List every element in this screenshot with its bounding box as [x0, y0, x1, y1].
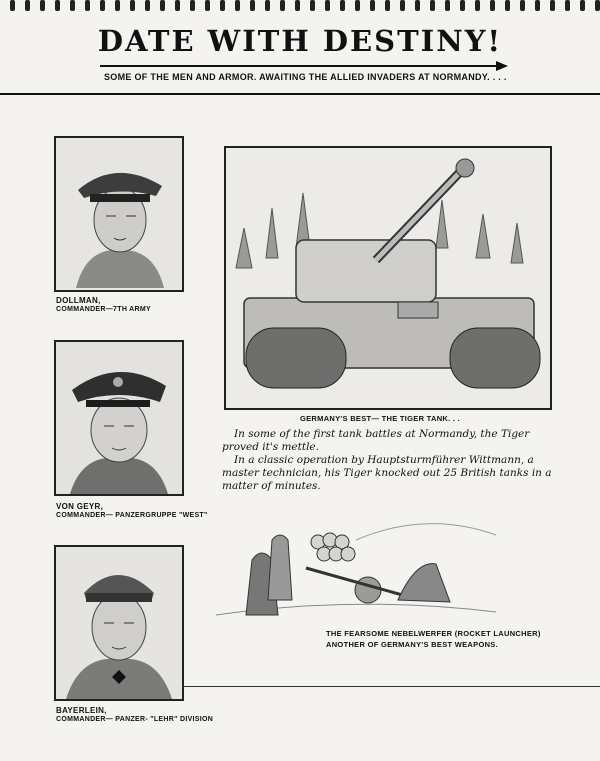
- portrait-3-title: COMMANDER— PANZER- "LEHR" DIVISION: [56, 716, 214, 723]
- officer-sketch-icon: [56, 547, 182, 699]
- spiral-loop: [70, 0, 75, 11]
- spiral-loop: [355, 0, 360, 11]
- spiral-loop: [115, 0, 120, 11]
- spiral-loop: [205, 0, 210, 11]
- spiral-loop: [40, 0, 45, 11]
- spiral-loop: [490, 0, 495, 11]
- story-paragraph-2: In a classic operation by Hauptsturmführer Wittmann, a master technician, his Tiger knocked out 25 British tanks in a matter of minutes.: [222, 454, 552, 492]
- spiral-loop: [250, 0, 255, 11]
- spiral-loop: [475, 0, 480, 11]
- spiral-loop: [550, 0, 555, 11]
- tank-caption: GERMANY'S BEST— THE TIGER TANK. . .: [300, 414, 461, 423]
- spiral-loop: [235, 0, 240, 11]
- spiral-loop: [145, 0, 150, 11]
- spiral-loop: [265, 0, 270, 11]
- spiral-loop: [55, 0, 60, 11]
- portrait-2-name: VON GEYR,: [56, 502, 104, 511]
- header-divider: [0, 93, 600, 95]
- spiral-loop: [385, 0, 390, 11]
- arrow-icon: [100, 60, 510, 72]
- page-subtitle: SOME OF THE MEN AND ARMOR. AWAITING THE ALLIED INVADERS AT NORMANDY. . . .: [104, 72, 507, 82]
- officer-sketch-icon: [56, 138, 182, 290]
- spiral-loop: [100, 0, 105, 11]
- spiral-loop: [430, 0, 435, 11]
- spiral-loop: [535, 0, 540, 11]
- nebelwerfer-illustration: [206, 500, 506, 625]
- spiral-loop: [445, 0, 450, 11]
- page-title: DATE WITH DESTINY!: [97, 24, 503, 58]
- spiral-binding: [0, 0, 600, 14]
- spiral-loop: [175, 0, 180, 11]
- spiral-loop: [595, 0, 600, 11]
- spiral-loop: [10, 0, 15, 11]
- portrait-von-geyr: [54, 340, 184, 496]
- spiral-loop: [415, 0, 420, 11]
- spiral-loop: [190, 0, 195, 11]
- spiral-loop: [160, 0, 165, 11]
- rocket-launcher-icon: [206, 500, 506, 625]
- story-paragraph-1: In some of the first tank battles at Normandy, the Tiger proved it's mettle.: [222, 428, 530, 453]
- tank-icon: [226, 148, 550, 408]
- portrait-1-title: COMMANDER—7TH ARMY: [56, 306, 151, 313]
- spiral-loop: [295, 0, 300, 11]
- tank-story: [222, 428, 562, 493]
- spiral-loop: [520, 0, 525, 11]
- portrait-bayerlein: [54, 545, 184, 701]
- spiral-loop: [130, 0, 135, 11]
- officer-sketch-icon: [56, 342, 182, 494]
- spiral-loop: [340, 0, 345, 11]
- spiral-loop: [280, 0, 285, 11]
- portrait-1-name: DOLLMAN,: [56, 296, 101, 305]
- bottom-divider: [182, 686, 600, 687]
- spiral-loop: [580, 0, 585, 11]
- spiral-loop: [25, 0, 30, 11]
- spiral-loop: [220, 0, 225, 11]
- spiral-loop: [505, 0, 510, 11]
- spiral-loop: [370, 0, 375, 11]
- portrait-2-title: COMMANDER— PANZERGRUPPE "WEST": [56, 512, 208, 519]
- nebelwerfer-caption-2: ANOTHER OF GERMANY'S BEST WEAPONS.: [326, 640, 498, 649]
- spiral-loop: [325, 0, 330, 11]
- spiral-loop: [565, 0, 570, 11]
- tiger-tank-illustration: [224, 146, 552, 410]
- portrait-dollman: [54, 136, 184, 292]
- spiral-loop: [310, 0, 315, 11]
- spiral-loop: [460, 0, 465, 11]
- nebelwerfer-caption-1: THE FEARSOME NEBELWERFER (ROCKET LAUNCHER): [326, 629, 541, 638]
- portrait-3-name: BAYERLEIN,: [56, 706, 107, 715]
- spiral-loop: [400, 0, 405, 11]
- spiral-loop: [85, 0, 90, 11]
